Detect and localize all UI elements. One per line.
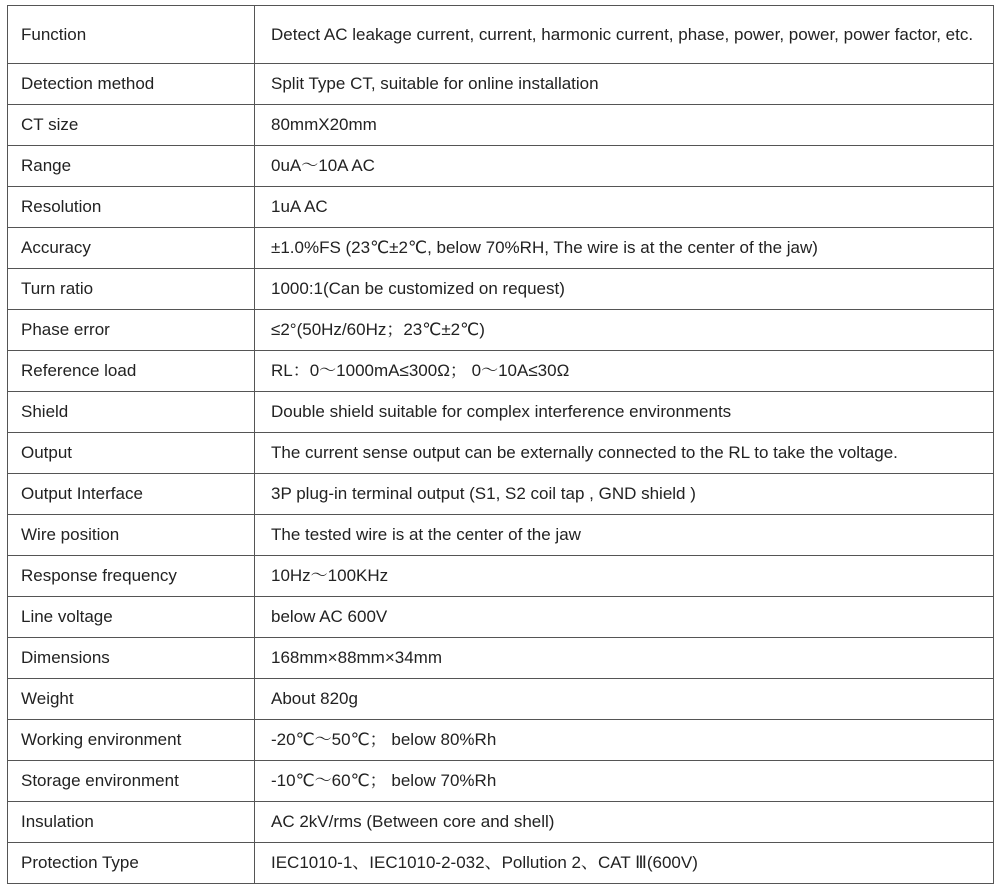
- row-label: Reference load: [8, 351, 255, 392]
- row-label: Line voltage: [8, 597, 255, 638]
- row-value: below AC 600V: [255, 597, 994, 638]
- table-row: [8, 310, 994, 351]
- row-value: 1uA AC: [255, 187, 994, 228]
- row-value: The tested wire is at the center of the jaw: [255, 515, 994, 556]
- table-row: [8, 515, 994, 556]
- row-value: 3P plug-in terminal output (S1, S2 coil tap , GND shield ): [255, 474, 994, 515]
- row-value: -10℃～60℃； below 70%Rh: [255, 761, 994, 802]
- row-label: Detection method: [8, 64, 255, 105]
- spec-table: [7, 5, 994, 884]
- row-label: Output: [8, 433, 255, 474]
- row-value: AC 2kV/rms (Between core and shell): [255, 802, 994, 843]
- table-row: [8, 269, 994, 310]
- row-value: 80mmX20mm: [255, 105, 994, 146]
- row-value: RL：0～1000mA≤300Ω； 0～10A≤30Ω: [255, 351, 994, 392]
- table-row: [8, 597, 994, 638]
- row-value: ≤2°(50Hz/60Hz；23℃±2℃): [255, 310, 994, 351]
- table-row: [8, 146, 994, 187]
- row-label: Turn ratio: [8, 269, 255, 310]
- row-label: Protection Type: [8, 843, 255, 884]
- row-value: 1000:1(Can be customized on request): [255, 269, 994, 310]
- table-row: [8, 556, 994, 597]
- table-row: [8, 351, 994, 392]
- row-label: Working environment: [8, 720, 255, 761]
- row-value: Double shield suitable for complex interference environments: [255, 392, 994, 433]
- row-label: CT size: [8, 105, 255, 146]
- table-row: [8, 679, 994, 720]
- row-label: Function: [8, 6, 255, 64]
- row-label: Accuracy: [8, 228, 255, 269]
- table-row: [8, 433, 994, 474]
- row-value: About 820g: [255, 679, 994, 720]
- table-row: [8, 843, 994, 884]
- table-row: [8, 105, 994, 146]
- table-row: [8, 228, 994, 269]
- table-row: [8, 187, 994, 228]
- row-label: Storage environment: [8, 761, 255, 802]
- row-value: Detect AC leakage current, current, harmonic current, phase, power, power, power factor, etc.: [255, 6, 994, 64]
- row-label: Weight: [8, 679, 255, 720]
- row-value: 168mm×88mm×34mm: [255, 638, 994, 679]
- table-row: [8, 802, 994, 843]
- table-row: [8, 761, 994, 802]
- row-label: Wire position: [8, 515, 255, 556]
- row-label: Range: [8, 146, 255, 187]
- spec-table-body: [8, 6, 994, 884]
- row-value: 0uA～10A AC: [255, 146, 994, 187]
- row-label: Response frequency: [8, 556, 255, 597]
- row-label: Insulation: [8, 802, 255, 843]
- table-row: [8, 720, 994, 761]
- row-label: Output Interface: [8, 474, 255, 515]
- row-label: Shield: [8, 392, 255, 433]
- row-value: 10Hz～100KHz: [255, 556, 994, 597]
- row-value: IEC1010-1、IEC1010-2-032、Pollution 2、CAT Ⅲ(600V): [255, 843, 994, 884]
- row-value: ±1.0%FS (23℃±2℃, below 70%RH, The wire is at the center of the jaw): [255, 228, 994, 269]
- row-label: Dimensions: [8, 638, 255, 679]
- table-row: [8, 6, 994, 64]
- row-label: Resolution: [8, 187, 255, 228]
- table-row: [8, 638, 994, 679]
- row-value: Split Type CT, suitable for online installation: [255, 64, 994, 105]
- table-row: [8, 64, 994, 105]
- table-row: [8, 392, 994, 433]
- row-value: -20℃～50℃； below 80%Rh: [255, 720, 994, 761]
- table-row: [8, 474, 994, 515]
- row-value: The current sense output can be externally connected to the RL to take the voltage.: [255, 433, 994, 474]
- row-label: Phase error: [8, 310, 255, 351]
